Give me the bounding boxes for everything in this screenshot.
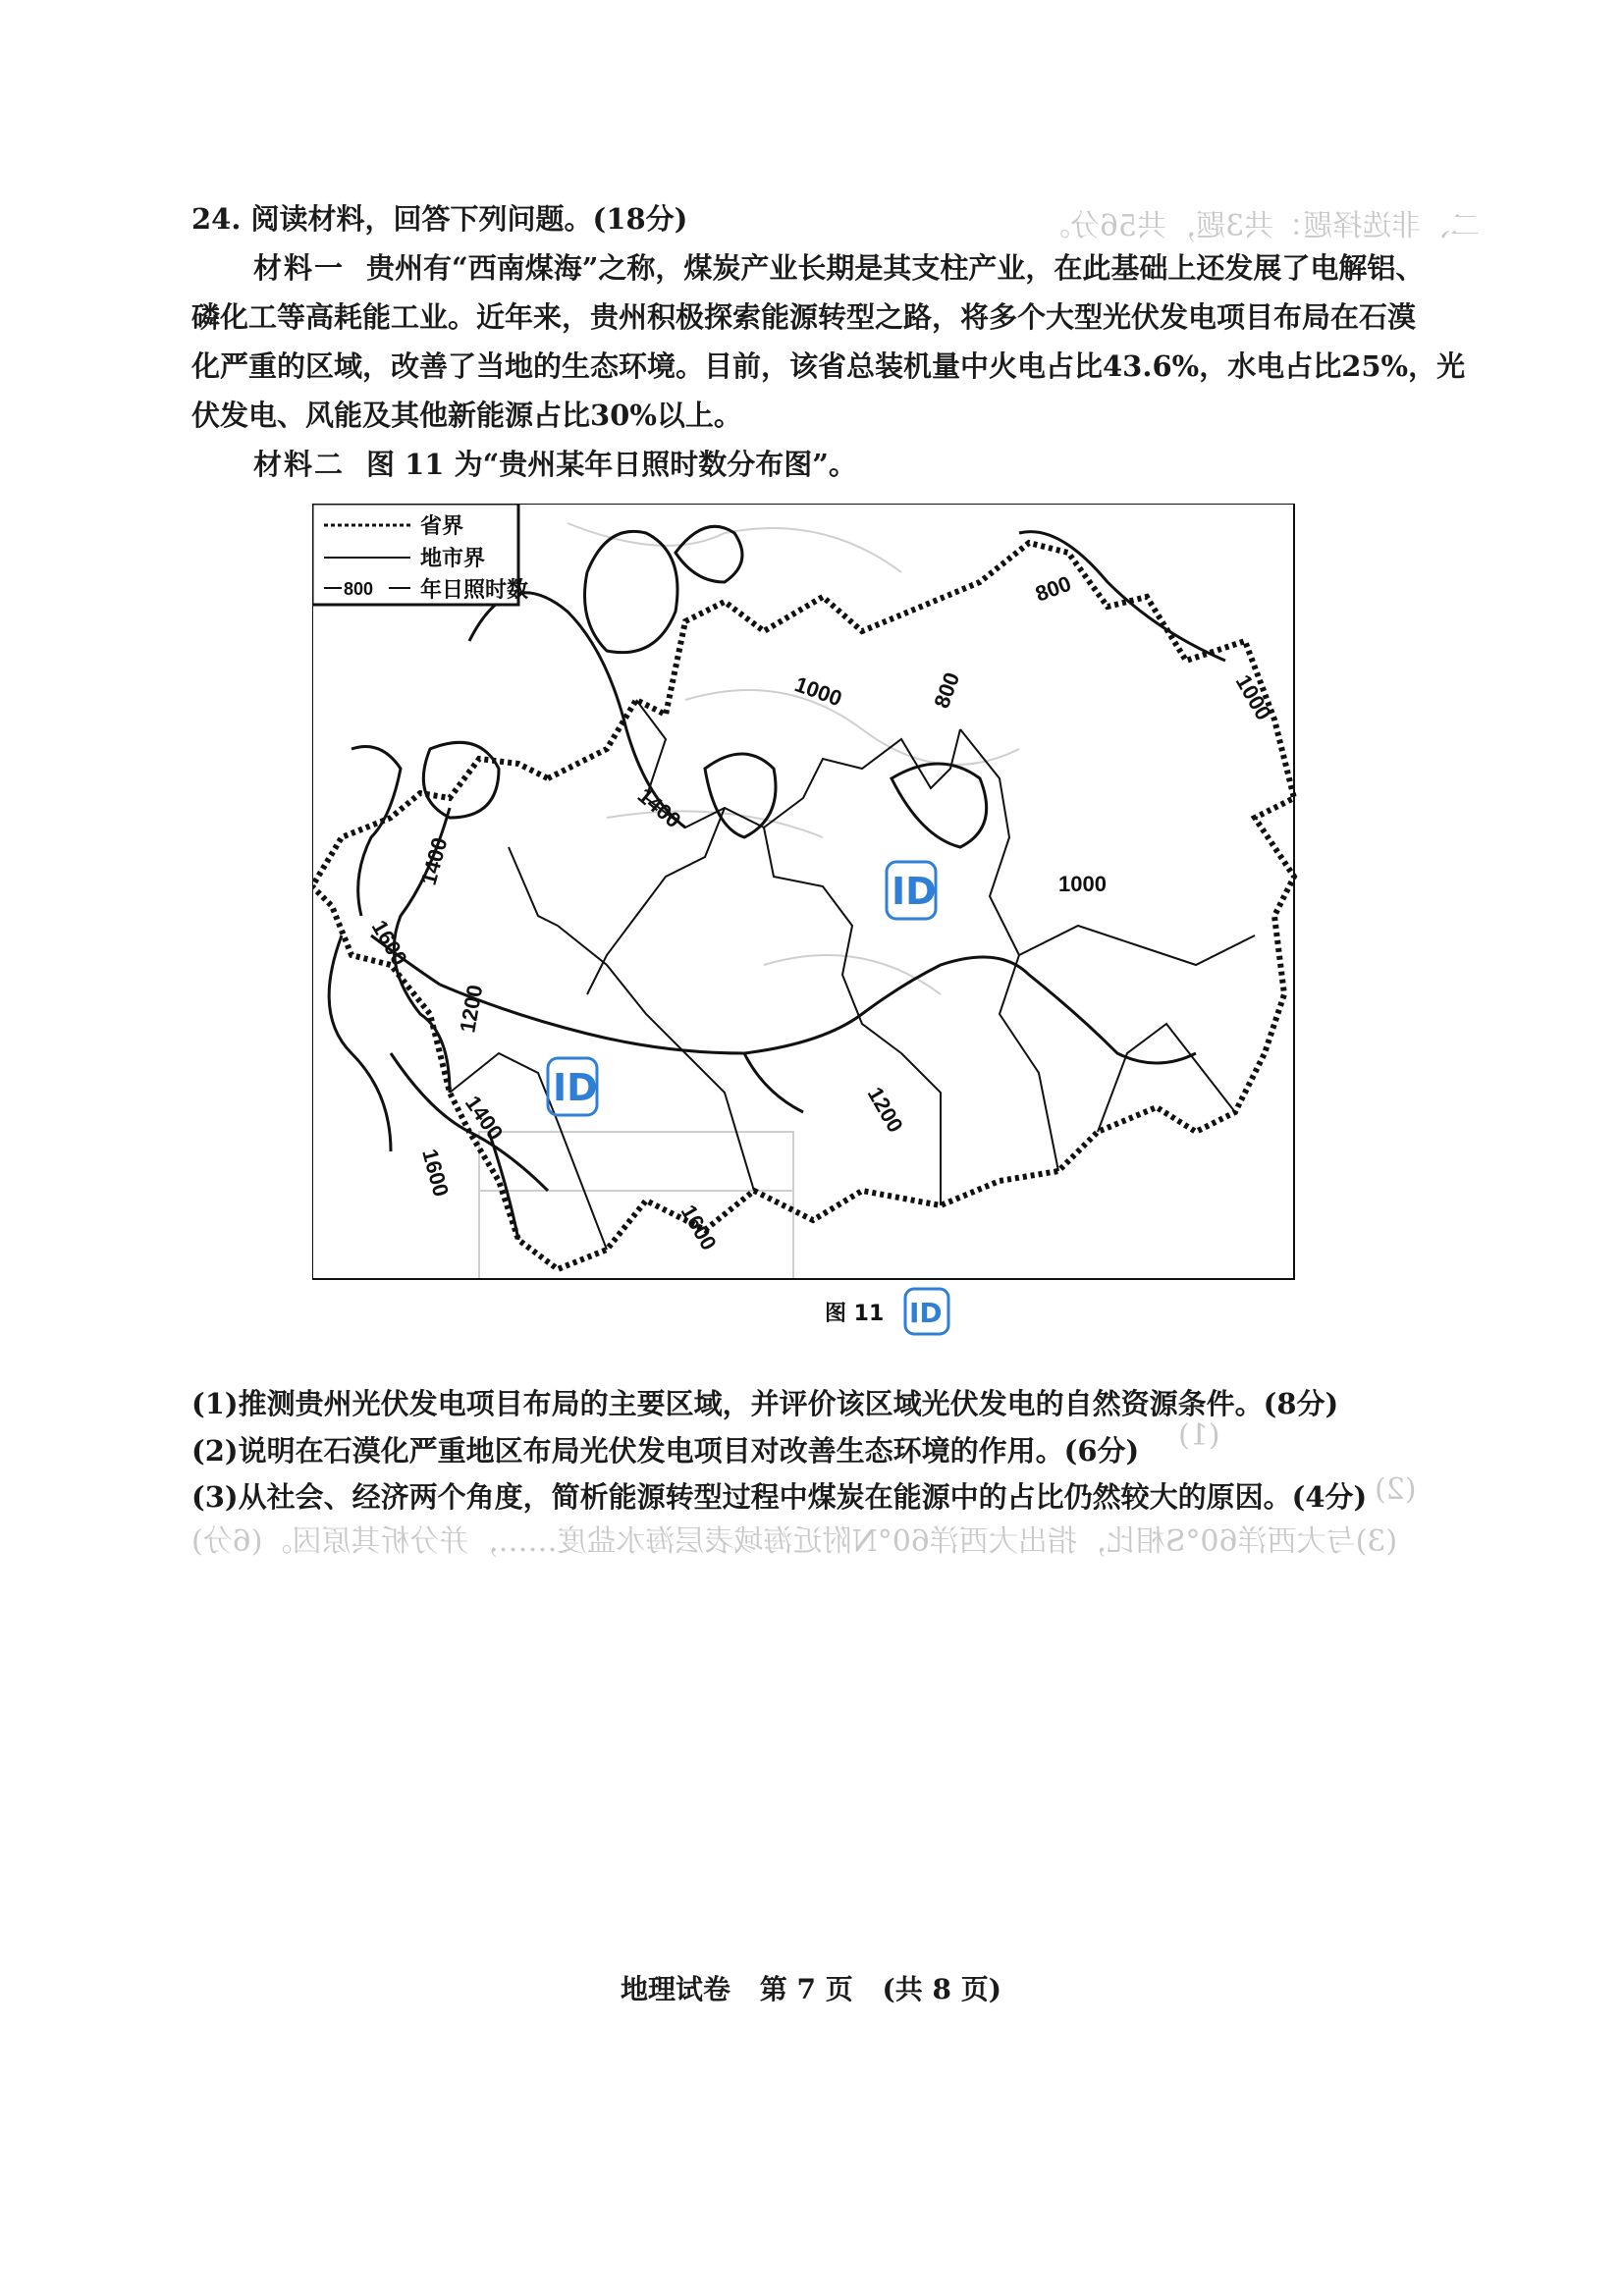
map-legend (312, 504, 528, 605)
figure-caption-area (825, 1281, 962, 1340)
legend-city-border: 地市界 (420, 547, 486, 571)
legend-province-border: 省界 (420, 514, 464, 539)
bleed-through-text-2: (1) (1178, 1418, 1220, 1453)
bleed-through-text-1: 二、非选择题：共3题，共56分。 (1041, 209, 1481, 243)
watermark-stamp-text: ID (553, 1066, 598, 1109)
contour-label: 1600 (676, 1201, 722, 1255)
contour-label: 1200 (862, 1083, 908, 1137)
sunshine-distribution-map (312, 504, 1304, 1289)
bleed-through-text-3: (2) (1375, 1472, 1417, 1507)
contour-label: 1600 (417, 1146, 454, 1200)
contour-label: 1400 (415, 834, 453, 888)
footer-subject: 地理试卷 (621, 1973, 731, 2005)
contour-label: 1400 (632, 782, 686, 833)
map-frame (312, 504, 1294, 1279)
contour-label: 1000 (791, 671, 845, 712)
bleed-through-text-4: (3)与大西洋60°S相比，指出大西洋60°N附近海域表层海水盐度……，并分析其原因。(6分) (191, 1524, 1398, 1559)
contour-label: 1400 (460, 1091, 509, 1145)
contour-label: 1000 (1058, 872, 1107, 896)
sub-question-3: (3)从社会、经济两个角度，简析能源转型过程中煤炭在能源中的占比仍然较大的原因。(4分) (191, 1480, 1368, 1514)
contour-label: 1600 (366, 916, 412, 970)
material-1-label: 材料一 (253, 251, 346, 285)
contour-label: 1200 (455, 983, 488, 1035)
material-1-line-2: 磷化工等高耗能工业。近年来，贵州积极探索能源转型之路，将多个大型光伏发电项目布局在石漠 (191, 300, 1417, 334)
sub-question-2: (2)说明在石漠化严重地区布局光伏发电项目对改善生态环境的作用。(6分) (191, 1434, 1140, 1468)
material-1-line-1: 材料一 贵州有“西南煤海”之称，煤炭产业长期是其支柱产业，在此基础上还发展了电解铝、 (253, 251, 1425, 285)
contour-label: 1000 (1230, 670, 1276, 724)
sub-question-1: (1)推测贵州光伏发电项目布局的主要区域，并评价该区域光伏发电的自然资源条件。(8分) (191, 1387, 1339, 1420)
watermark-stamp-text: ID (892, 870, 937, 913)
contour-label: 800 (929, 668, 965, 712)
material-2-line: 材料二 图 11 为“贵州某年日照时数分布图”。 (253, 448, 857, 481)
contour-label: 800 (1032, 570, 1075, 607)
footer-page: 第 7 页 (759, 1973, 853, 2005)
material-2-label: 材料二 (253, 448, 346, 481)
legend-sunshine-hours: 年日照时数 (420, 578, 529, 603)
watermark-stamps (548, 862, 937, 1289)
legend-contour-sample: 800 (344, 579, 374, 599)
page-footer (0, 1968, 1622, 2007)
figure-caption: 图 11 (825, 1302, 885, 1326)
province-border (312, 543, 1294, 1269)
material-1-line-4: 伏发电、风能及其他新能源占比30%以上。 (191, 399, 742, 432)
question-title: 24. 阅读材料，回答下列问题。(18分) (191, 202, 688, 236)
faint-overlay-map (479, 523, 1019, 1279)
watermark-stamp-text: ID (909, 1297, 943, 1329)
city-borders (450, 700, 1255, 1250)
material-1-line-3: 化严重的区域，改善了当地的生态环境。目前，该省总装机量中火电占比43.6%，水电占比25%，光 (191, 349, 1466, 383)
footer-total: (共 8 页) (882, 1973, 1001, 2005)
